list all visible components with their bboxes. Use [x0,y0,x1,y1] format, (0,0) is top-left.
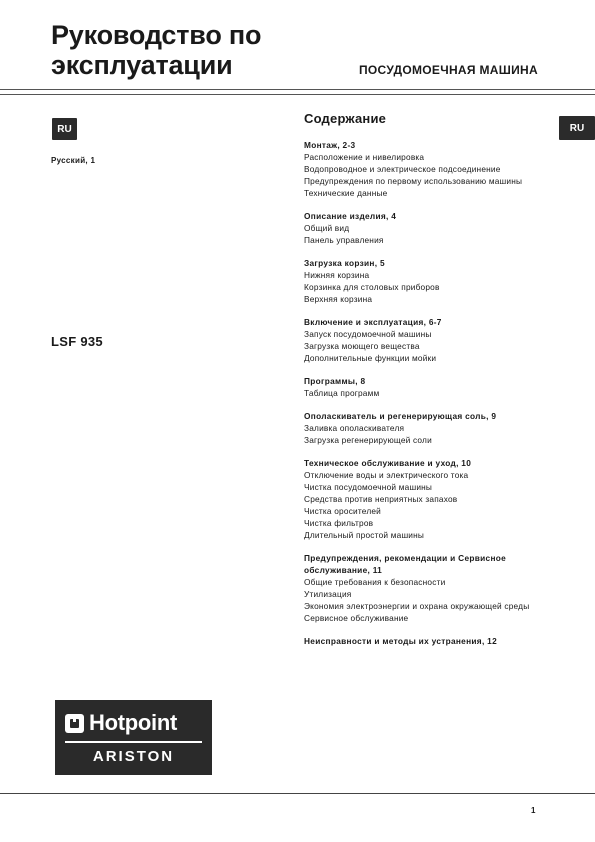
logo-sub-text: ARISTON [92,748,175,765]
toc-item: Расположение и нивелировка [304,152,425,162]
toc-item: Общие требования к безопасности [304,577,446,587]
toc-item: Таблица программ [304,388,380,398]
header-divider [0,89,595,90]
toc-item: Загрузка регенерирующей соли [304,435,432,445]
toc-item: Чистка оросителей [304,506,382,516]
toc-section [304,457,544,541]
footer-divider [0,793,595,794]
side-language-tab: RU [559,116,595,140]
language-badge: RU [52,118,77,140]
toc-item: Запуск посудомоечной машины [304,329,432,339]
toc-section [304,375,544,399]
page-number: 1 [531,806,536,815]
toc-section [304,257,544,305]
toc-section [304,139,544,199]
toc-item: Чистка фильтров [304,518,374,528]
toc-item: Панель управления [304,235,384,245]
toc-item: Технические данные [304,188,388,198]
toc-item: Корзинка для столовых приборов [304,282,440,292]
toc-item: Средства против неприятных запахов [304,494,458,504]
toc-section [304,210,544,246]
toc-item: Чистка посудомоечной машины [304,482,433,492]
language-page-ref: Русский, 1 [51,156,96,165]
toc-item: Водопроводное и электрическое подсоединение [304,164,501,174]
toc-section-heading: Включение и эксплуатация, 6-7 [304,317,442,327]
logo-top-row [65,709,177,737]
page-title [51,20,371,80]
toc-item: Заливка ополаскивателя [304,423,405,433]
toc-item: Верхняя корзина [304,294,373,304]
hotpoint-power-icon [65,714,84,733]
toc-section-heading: Предупреждения, рекомендации и Сервисное обслуживание, 11 [304,553,507,575]
header-divider-secondary [0,94,595,95]
brand-logo [55,700,212,775]
table-of-contents [304,139,544,658]
toc-item: Предупреждения по первому использованию машины [304,176,523,186]
model-name: LSF 935 [51,334,103,349]
toc-item: Нижняя корзина [304,270,370,280]
title-line-2: эксплуатации [51,50,233,80]
toc-section-heading: Техническое обслуживание и уход, 10 [304,458,472,468]
toc-section [304,635,544,647]
toc-item: Дополнительные функции мойки [304,353,437,363]
toc-item: Утилизация [304,589,352,599]
toc-section-heading: Загрузка корзин, 5 [304,258,385,268]
toc-item: Загрузка моющего вещества [304,341,420,351]
toc-section-heading: Неисправности и методы их устранения, 12 [304,636,497,646]
product-type-subtitle: ПОСУДОМОЕЧНАЯ МАШИНА [359,63,538,77]
toc-item: Общий вид [304,223,350,233]
logo-brand-text: Hotpoint [89,710,178,735]
toc-section [304,552,544,624]
toc-item: Отключение воды и электрического тока [304,470,469,480]
toc-section-heading: Монтаж, 2-3 [304,140,356,150]
toc-section [304,316,544,364]
toc-item: Экономия электроэнергии и охрана окружающей среды [304,601,530,611]
title-line-1: Руководство по [51,20,262,50]
logo-divider [65,741,202,743]
toc-section-heading: Программы, 8 [304,376,366,386]
toc-section-heading: Описание изделия, 4 [304,211,397,221]
toc-title: Содержание [304,111,387,126]
toc-item: Сервисное обслуживание [304,613,409,623]
toc-section [304,410,544,446]
toc-section-heading: Ополаскиватель и регенерирующая соль, 9 [304,411,497,421]
toc-item: Длительный простой машины [304,530,425,540]
